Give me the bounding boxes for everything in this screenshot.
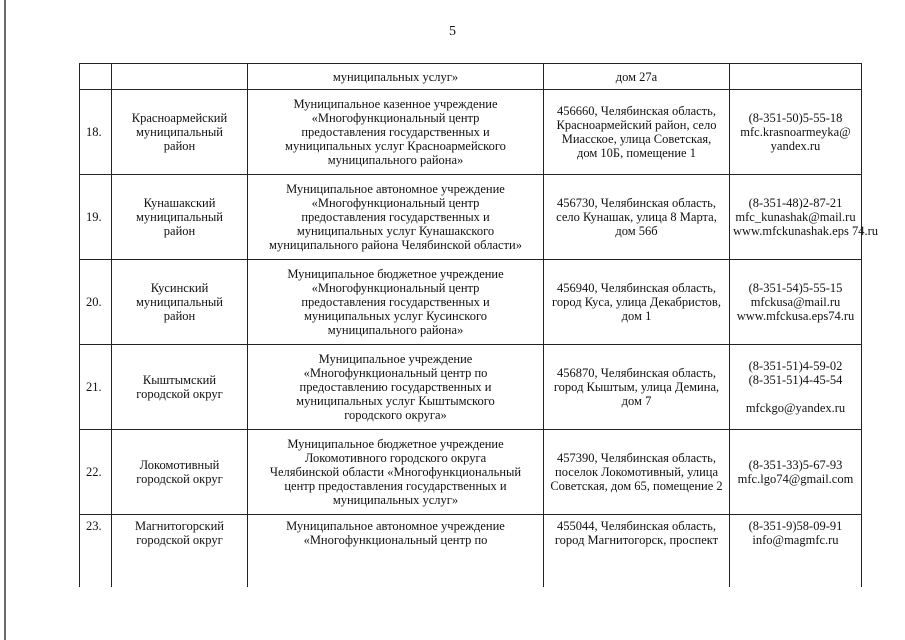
org-line: центр предоставления государственных и: [284, 479, 507, 493]
table-row-continuation: [80, 64, 862, 90]
district-line: Магнитогорский: [134, 519, 225, 533]
district-line: городской округ: [136, 472, 223, 486]
district-line: район: [163, 224, 196, 238]
address-line: поселок Локомотивный, улица: [555, 465, 718, 479]
org-line: Локомотивного городского округа: [304, 451, 487, 465]
contact-line: (8-351-51)4-45-54: [748, 373, 843, 387]
district-line: Кунашакский: [143, 196, 216, 210]
cell-district: [112, 260, 248, 345]
cell-address: [544, 430, 730, 515]
district-line: Кусинский: [150, 281, 209, 295]
blank-line: [733, 387, 858, 401]
org-line: муниципальных услуг Кунашакского: [296, 224, 495, 238]
cell-district: [112, 345, 248, 430]
address-line: дом 7: [621, 394, 652, 408]
cell-number: 21.: [80, 345, 112, 430]
org-line: муниципального района»: [327, 153, 464, 167]
address-line: город Куса, улица Декабристов,: [552, 295, 721, 309]
cell-address: [544, 90, 730, 175]
org-line: «Многофункциональный центр: [311, 111, 480, 125]
address-line: 455044, Челябинская область,: [557, 519, 716, 533]
cell-district: [112, 90, 248, 175]
cell-contacts: [730, 64, 862, 90]
cell-address: [544, 515, 730, 588]
cell-contacts: [730, 515, 862, 588]
cell-district: [112, 430, 248, 515]
cell-contacts: [730, 90, 862, 175]
cell-number: 19.: [80, 175, 112, 260]
table-row: [80, 260, 862, 345]
cell-number: 18.: [80, 90, 112, 175]
org-line: муниципального района»: [327, 323, 464, 337]
cell-contacts: [730, 430, 862, 515]
org-line: Муниципальное бюджетное учреждение: [287, 267, 504, 281]
table-row: [80, 345, 862, 430]
district-line: Кыштымский: [142, 373, 217, 387]
address-line: 457390, Челябинская область,: [557, 451, 716, 465]
page-number: 5: [449, 24, 456, 39]
district-line: муниципальный: [136, 210, 223, 224]
contact-line: www.mfckusa.eps74.ru: [736, 309, 855, 323]
contact-line: (8-351-48)2-87-21: [748, 196, 843, 210]
org-line: муниципальных услуг»: [332, 493, 459, 507]
address-line: дом 1: [621, 309, 652, 323]
district-line: городской округ: [136, 387, 223, 401]
contact-line: www.mfckunashak.eps 74.ru: [733, 224, 878, 238]
contact-line: (8-351-54)5-55-15: [748, 281, 843, 295]
cell-district: [112, 64, 248, 90]
org-line: городского округа»: [344, 408, 447, 422]
cell-organization: [248, 260, 544, 345]
address-line: 456940, Челябинская область,: [557, 281, 716, 295]
org-line: «Многофункциональный центр по: [303, 366, 488, 380]
cell-organization: [248, 64, 544, 90]
cell-organization: [248, 430, 544, 515]
cell-address: [544, 175, 730, 260]
cell-organization: [248, 515, 544, 588]
address-line: дом 56б: [615, 224, 658, 238]
district-line: муниципальный: [136, 295, 223, 309]
address-line: 456870, Челябинская область,: [557, 366, 716, 380]
address-line: город Кыштым, улица Демина,: [553, 380, 720, 394]
org-line: муниципальных услуг Кыштымского: [296, 394, 495, 408]
district-line: район: [163, 139, 196, 153]
contact-line: mfckgo@yandex.ru: [745, 401, 846, 415]
mfc-directory-table: [79, 63, 878, 587]
district-line: Локомотивный: [139, 458, 220, 472]
contact-line: (8-351-50)5-55-18: [748, 111, 843, 125]
address-line: город Магнитогорск, проспект: [554, 533, 719, 547]
contact-line: info@magmfc.ru: [752, 533, 839, 547]
cell-number: 23.: [80, 515, 112, 588]
org-line: Муниципальное казенное учреждение: [293, 97, 498, 111]
contact-line: (8-351-33)5-67-93: [748, 458, 843, 472]
org-line: Муниципальное автономное учреждение: [286, 182, 505, 196]
cell-organization: [248, 345, 544, 430]
contact-line: yandex.ru: [770, 139, 821, 153]
cell-organization: [248, 175, 544, 260]
address-line: дом 27а: [615, 69, 658, 84]
address-line: село Кунашак, улица 8 Марта,: [556, 210, 717, 224]
cell-contacts: [730, 260, 862, 345]
org-line: Муниципальное автономное учреждение: [286, 519, 505, 533]
scan-left-edge: [4, 0, 6, 640]
org-line: «Многофункциональный центр: [311, 281, 480, 295]
address-line: дом 10Б, помещение 1: [577, 146, 696, 160]
cell-address: [544, 345, 730, 430]
org-line: муниципальных услуг Кусинского: [303, 309, 488, 323]
cell-contacts: [730, 345, 862, 430]
address-line: Миасское, улица Советская,: [561, 132, 712, 146]
org-line: муниципальных услуг»: [332, 69, 459, 84]
district-line: городской округ: [136, 533, 223, 547]
address-line: 456730, Челябинская область,: [557, 196, 716, 210]
cell-number: [80, 64, 112, 90]
org-line: Муниципальное учреждение: [318, 352, 473, 366]
table-row: [80, 90, 862, 175]
address-line: 456660, Челябинская область,: [557, 104, 716, 118]
district-line: муниципальный: [136, 125, 223, 139]
cell-number: 22.: [80, 430, 112, 515]
cell-district: [112, 175, 248, 260]
org-line: «Многофункциональный центр: [311, 196, 480, 210]
district-line: район: [163, 309, 196, 323]
org-line: предоставления государственных и: [301, 210, 490, 224]
org-line: муниципального района Челябинской области»: [269, 238, 522, 252]
contact-line: (8-351-9)58-09-91: [748, 519, 843, 533]
org-line: предоставления государственных и: [301, 295, 490, 309]
contact-line: mfc_kunashak@mail.ru: [735, 210, 856, 224]
org-line: муниципальных услуг Красноармейского: [285, 139, 506, 153]
cell-address: [544, 64, 730, 90]
cell-contacts: [730, 175, 878, 260]
cell-address: [544, 260, 730, 345]
table-row: [80, 175, 862, 260]
contact-line: mfckusa@mail.ru: [750, 295, 841, 309]
table-row: [80, 430, 862, 515]
table-row: [80, 515, 862, 588]
cell-organization: [248, 90, 544, 175]
contact-line: (8-351-51)4-59-02: [748, 359, 843, 373]
address-line: Красноармейский район, село: [556, 118, 717, 132]
contact-line: mfc.lgo74@gmail.com: [737, 472, 854, 486]
org-line: Муниципальное бюджетное учреждение: [287, 437, 504, 451]
address-line: Советская, дом 65, помещение 2: [550, 479, 723, 493]
district-line: Красноармейский: [131, 111, 228, 125]
contact-line: mfc.krasnoarmeyka@: [740, 125, 851, 139]
org-line: Челябинской области «Многофункциональный: [269, 465, 522, 479]
org-line: «Многофункциональный центр по: [303, 533, 488, 547]
cell-number: 20.: [80, 260, 112, 345]
cell-district: [112, 515, 248, 588]
org-line: предоставлению государственных и: [299, 380, 492, 394]
org-line: предоставления государственных и: [301, 125, 490, 139]
